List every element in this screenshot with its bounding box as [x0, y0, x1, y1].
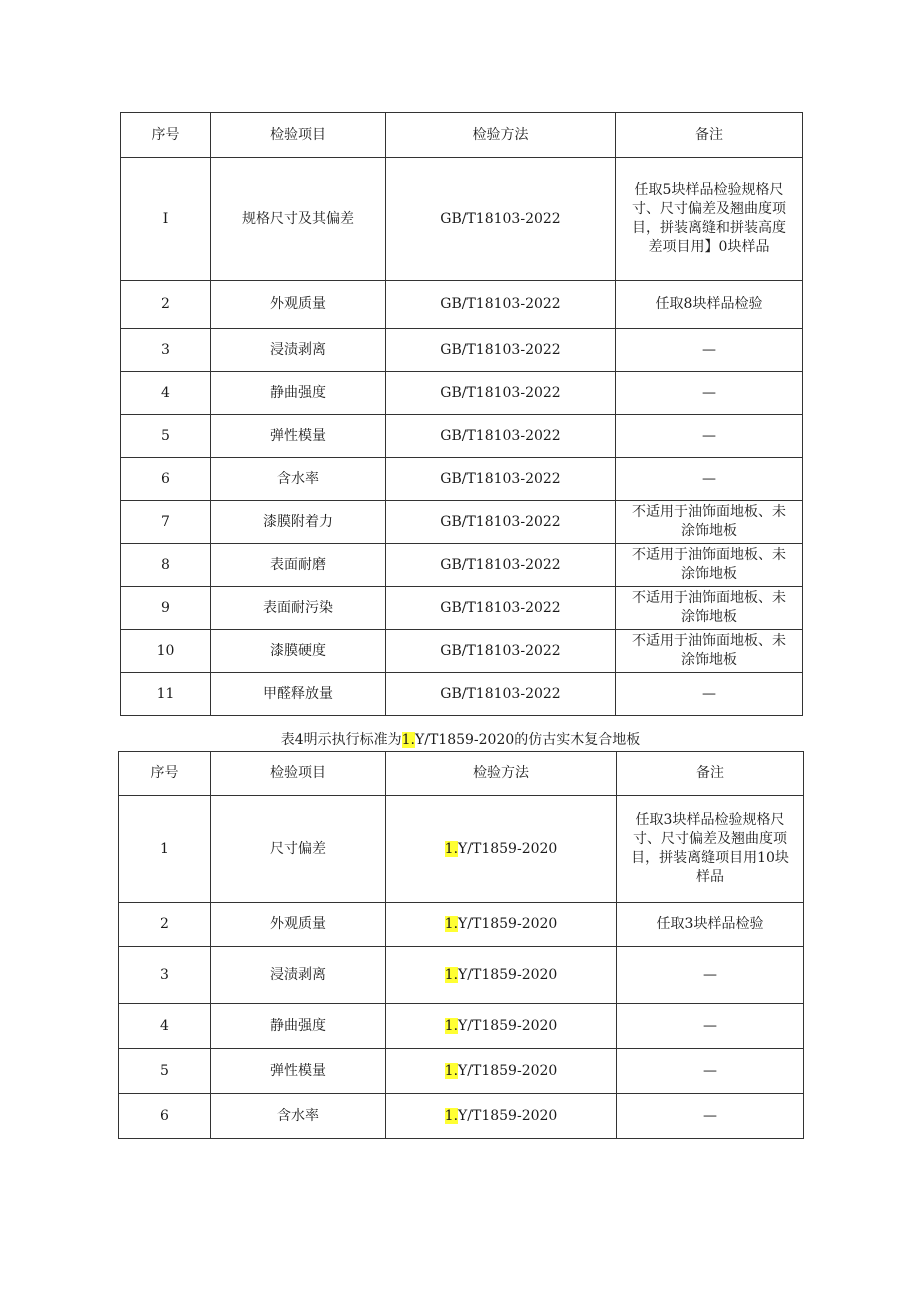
- row-seq: 6: [119, 1094, 211, 1139]
- row-item: 表面耐磨: [211, 544, 386, 587]
- row-seq: 6: [121, 458, 211, 501]
- row-item: 浸渍剥离: [211, 947, 386, 1004]
- table-row: [121, 458, 803, 501]
- row-item: 含水率: [211, 1094, 386, 1139]
- row-method: [386, 1004, 617, 1049]
- row-method: GB/T18103-2022: [386, 372, 616, 415]
- row-item: 外观质量: [211, 281, 386, 329]
- table-row: [121, 544, 803, 587]
- row-method: GB/T18103-2022: [386, 158, 616, 281]
- table-row: [121, 501, 803, 544]
- table-row: [121, 372, 803, 415]
- row-seq: 4: [119, 1004, 211, 1049]
- method-code: Y/T1859-2020: [458, 1107, 558, 1124]
- row-note: 任取3块样品检验规格尺 寸、尺寸偏差及翘曲度项 目，拼装离缝项目用10块 样品: [617, 796, 804, 903]
- table-caption: [118, 730, 803, 750]
- row-method: GB/T18103-2022: [386, 673, 616, 716]
- row-seq: 10: [121, 630, 211, 673]
- header-seq: 序号: [121, 113, 211, 158]
- method-code: Y/T1859-2020: [458, 966, 558, 983]
- row-seq: 8: [121, 544, 211, 587]
- row-note: —: [616, 372, 803, 415]
- inspection-table-1: [120, 112, 803, 716]
- header-method: 检验方法: [386, 113, 616, 158]
- row-seq: 11: [121, 673, 211, 716]
- table-row: [121, 587, 803, 630]
- row-item: 浸渍剥离: [211, 329, 386, 372]
- table-row: [121, 630, 803, 673]
- row-method: GB/T18103-2022: [386, 415, 616, 458]
- row-method: GB/T18103-2022: [386, 587, 616, 630]
- row-item: 外观质量: [211, 903, 386, 947]
- table-row: [119, 796, 804, 903]
- table-header-row: [121, 113, 803, 158]
- row-note: —: [617, 1094, 804, 1139]
- row-method: [386, 1049, 617, 1094]
- row-note: —: [617, 1004, 804, 1049]
- row-method: GB/T18103-2022: [386, 458, 616, 501]
- method-code: Y/T1859-2020: [458, 840, 558, 857]
- row-note: 任取8块样品检验: [616, 281, 803, 329]
- table-row: [119, 1004, 804, 1049]
- header-seq: 序号: [119, 752, 211, 796]
- row-item: 漆膜附着力: [211, 501, 386, 544]
- row-seq: 7: [121, 501, 211, 544]
- row-method: GB/T18103-2022: [386, 544, 616, 587]
- table-row: [119, 947, 804, 1004]
- header-item: 检验项目: [211, 752, 386, 796]
- row-seq: 4: [121, 372, 211, 415]
- row-method: [386, 947, 617, 1004]
- table-header-row: [119, 752, 804, 796]
- method-highlight: 1.: [444, 1062, 459, 1079]
- table-row: [119, 903, 804, 947]
- row-method: [386, 1094, 617, 1139]
- row-seq: 5: [119, 1049, 211, 1094]
- row-note: 不适用于油饰面地板、未 涂饰地板: [616, 501, 803, 544]
- row-method: GB/T18103-2022: [386, 329, 616, 372]
- row-note: —: [616, 415, 803, 458]
- table-row: [121, 281, 803, 329]
- row-seq: I: [121, 158, 211, 281]
- inspection-table-2: [118, 751, 804, 1139]
- table-row: [121, 329, 803, 372]
- method-highlight: 1.: [444, 1017, 459, 1034]
- row-note: 不适用于油饰面地板、未 涂饰地板: [616, 544, 803, 587]
- method-highlight: 1.: [444, 916, 459, 932]
- method-code: Y/T1859-2020: [458, 916, 558, 932]
- table-row: [121, 158, 803, 281]
- row-note: —: [616, 329, 803, 372]
- table-row: [121, 415, 803, 458]
- method-highlight: 1.: [444, 1107, 459, 1124]
- row-note: 不适用于油饰面地板、未 涂饰地板: [616, 587, 803, 630]
- row-seq: 9: [121, 587, 211, 630]
- row-method: GB/T18103-2022: [386, 630, 616, 673]
- row-method: GB/T18103-2022: [386, 281, 616, 329]
- method-code: Y/T1859-2020: [458, 1017, 558, 1034]
- caption-suffix: Y/T1859-2020的仿古实木复合地板: [414, 732, 641, 748]
- row-item: 尺寸偏差: [211, 796, 386, 903]
- row-seq: 2: [121, 281, 211, 329]
- header-method: 检验方法: [386, 752, 617, 796]
- row-note: —: [617, 1049, 804, 1094]
- row-note: —: [617, 947, 804, 1004]
- row-note: —: [616, 673, 803, 716]
- header-note: 备注: [617, 752, 804, 796]
- row-note: 任取5块样品检验规格尺 寸、尺寸偏差及翘曲度项 目，拼装离缝和拼装高度 差项目用】0块样品: [616, 158, 803, 281]
- row-note: —: [616, 458, 803, 501]
- row-seq: 3: [119, 947, 211, 1004]
- row-item: 弹性模量: [211, 1049, 386, 1094]
- row-item: 静曲强度: [211, 1004, 386, 1049]
- row-seq: 5: [121, 415, 211, 458]
- row-item: 甲醛释放量: [211, 673, 386, 716]
- row-method: GB/T18103-2022: [386, 501, 616, 544]
- row-item: 漆膜硬度: [211, 630, 386, 673]
- row-item: 表面耐污染: [211, 587, 386, 630]
- row-item: 含水率: [211, 458, 386, 501]
- row-item: 规格尺寸及其偏差: [211, 158, 386, 281]
- header-note: 备注: [616, 113, 803, 158]
- row-seq: 3: [121, 329, 211, 372]
- table-row: [121, 673, 803, 716]
- row-note: 不适用于油饰面地板、未 涂饰地板: [616, 630, 803, 673]
- row-method: [386, 796, 617, 903]
- row-seq: 2: [119, 903, 211, 947]
- row-method: [386, 903, 617, 947]
- method-highlight: 1.: [444, 966, 459, 983]
- caption-prefix: 表4明示执行标准为: [280, 732, 402, 748]
- row-item: 弹性模量: [211, 415, 386, 458]
- row-note: 任取3块样品检验: [617, 903, 804, 947]
- method-code: Y/T1859-2020: [458, 1062, 558, 1079]
- caption-highlight: 1.: [401, 732, 415, 748]
- method-highlight: 1.: [444, 840, 459, 857]
- row-item: 静曲强度: [211, 372, 386, 415]
- row-seq: 1: [119, 796, 211, 903]
- header-item: 检验项目: [211, 113, 386, 158]
- table-row: [119, 1049, 804, 1094]
- table-row: [119, 1094, 804, 1139]
